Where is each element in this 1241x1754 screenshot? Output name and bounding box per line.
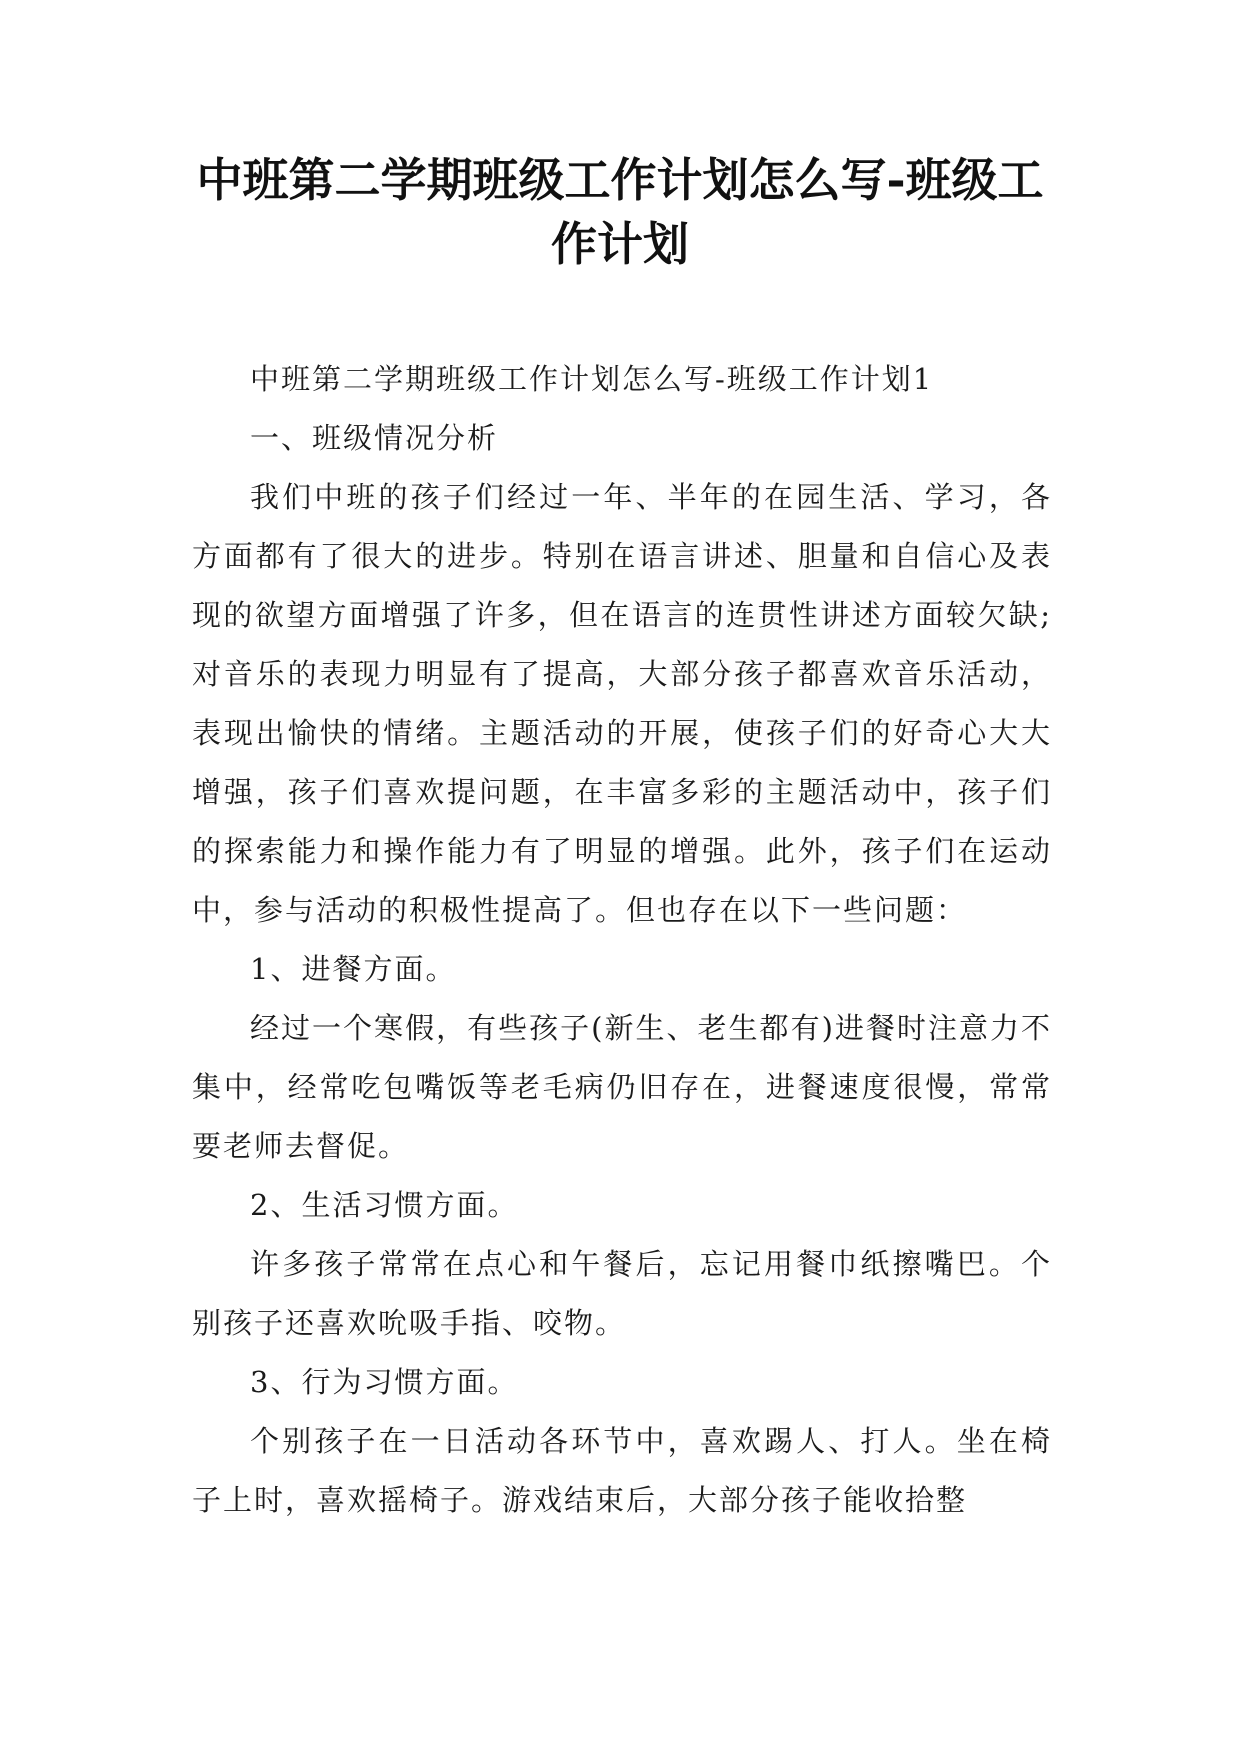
paragraph-class-situation: 我们中班的孩子们经过一年、半年的在园生活、学习，各方面都有了很大的进步。特别在语言讲述、胆量和自信心及表现的欲望方面增强了许多，但在语言的连贯性讲述方面较欠缺;对音乐的表现力明显有了提高，大部分孩子都喜欢音乐活动，表现出愉快的情绪。主题活动的开展，使孩子们的好奇心大大增强，孩子们喜欢提问题，在丰富多彩的主题活动中，孩子们的探索能力和操作能力有了明显的增强。此外，孩子们在运动中，参与活动的积极性提高了。但也存在以下一些问题：	[192, 480, 1052, 927]
document-body	[192, 350, 1052, 1530]
paragraph-habits-heading: 2、生活习惯方面。	[250, 1188, 519, 1222]
paragraph-section-heading: 中班第二学期班级工作计划怎么写-班级工作计划1	[250, 362, 934, 396]
document-title: 中班第二学期班级工作计划怎么写-班级工作计划	[196, 153, 1044, 271]
paragraph-behavior-heading: 3、行为习惯方面。	[250, 1365, 519, 1399]
paragraph-habits-detail: 许多孩子常常在点心和午餐后，忘记用餐巾纸擦嘴巴。个别孩子还喜欢吮吸手指、咬物。	[192, 1247, 1052, 1340]
paragraph-analysis-heading: 一、班级情况分析	[250, 421, 499, 455]
paragraph-behavior-detail: 个别孩子在一日活动各环节中，喜欢踢人、打人。坐在椅子上时，喜欢摇椅子。游戏结束后，大部分孩子能收拾整	[192, 1424, 1052, 1517]
paragraph-dining-heading: 1、进餐方面。	[250, 952, 457, 986]
paragraph-dining-detail: 经过一个寒假，有些孩子(新生、老生都有)进餐时注意力不集中，经常吃包嘴饭等老毛病仍旧存在，进餐速度很慢，常常要老师去督促。	[192, 1011, 1052, 1163]
